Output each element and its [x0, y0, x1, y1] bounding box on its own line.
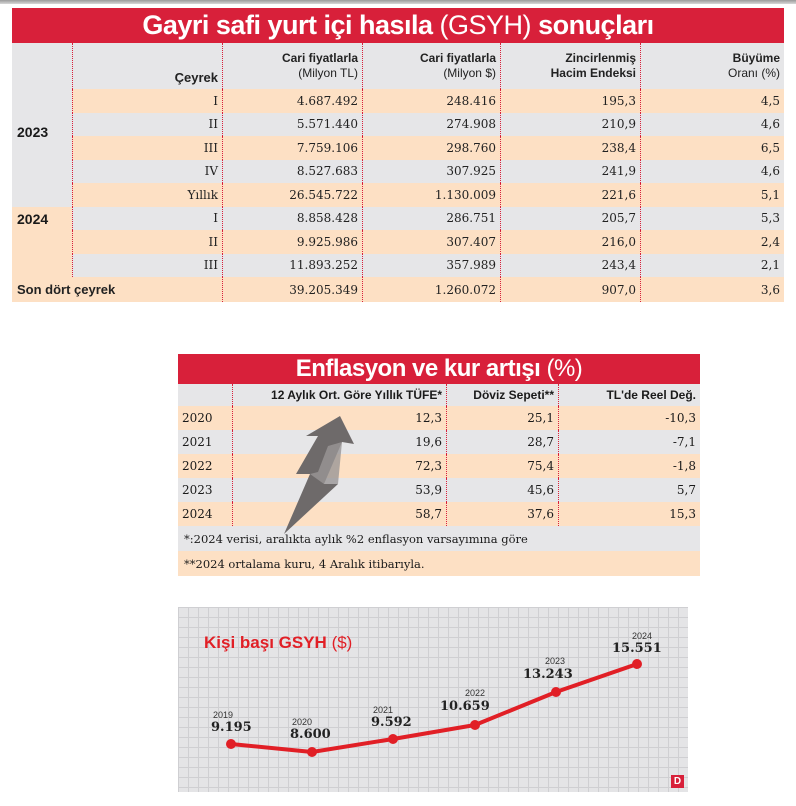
header-reel: TL'de Reel Değ.	[558, 384, 700, 406]
kisi-basi-gsyh-chart	[178, 607, 688, 792]
index-cell: 907,0	[500, 277, 640, 302]
table-row	[12, 160, 784, 184]
point-value-label: 9.592	[371, 715, 412, 730]
index-cell: 238,4	[500, 136, 640, 160]
table-row	[178, 454, 700, 478]
reel-cell: -1,8	[558, 454, 700, 478]
tl-cell: 11.893.252	[222, 254, 362, 278]
header-doviz: Döviz Sepeti**	[446, 384, 558, 406]
usd-cell: 307.925	[362, 160, 500, 184]
chart-title-unit: ($)	[331, 633, 353, 652]
quarter-cell: I	[72, 207, 222, 231]
header-index	[500, 43, 640, 89]
tl-cell: 8.858.428	[222, 207, 362, 231]
gsyh-body	[12, 89, 784, 302]
chart-title-main: Kişi başı GSYH	[204, 633, 327, 652]
header-tl-line1: Cari fiyatlarla	[281, 51, 358, 65]
quarter-cell: Yıllık	[72, 183, 222, 207]
header-growth-line2: Oranı (%)	[727, 66, 780, 80]
usd-cell: 274.908	[362, 113, 500, 137]
enflasyon-header-row	[178, 384, 700, 406]
usd-cell: 1.260.072	[362, 277, 500, 302]
gsyh-title	[12, 8, 784, 43]
enflasyon-title	[178, 354, 700, 384]
growth-cell: 3,6	[640, 277, 784, 302]
tufe-cell: 58,7	[232, 502, 446, 526]
table-row	[12, 207, 784, 231]
data-point-2019	[226, 739, 236, 749]
data-point-2020	[307, 747, 317, 757]
doviz-cell: 25,1	[446, 406, 558, 430]
usd-cell: 286.751	[362, 207, 500, 231]
usd-cell: 248.416	[362, 89, 500, 113]
point-value-label: 10.659	[440, 699, 490, 714]
doviz-cell: 37,6	[446, 502, 558, 526]
quarter-cell: II	[72, 230, 222, 254]
rising-arrow-icon	[266, 416, 366, 534]
reel-cell: 5,7	[558, 478, 700, 502]
header-usd	[362, 43, 500, 89]
data-point-2024	[632, 659, 642, 669]
header-year	[12, 43, 72, 89]
table-row	[12, 183, 784, 207]
gsyh-title-main: Gayri safi yurt içi hasıla	[142, 10, 433, 40]
year-cell	[12, 183, 72, 207]
enflasyon-body	[178, 406, 700, 526]
year-label-2023: 2023	[17, 124, 49, 140]
header-usd-line1: Cari fiyatlarla	[419, 51, 496, 65]
publisher-logo: D	[671, 775, 684, 788]
year-cell: 2023	[182, 483, 213, 497]
year-cell	[12, 230, 72, 254]
usd-cell: 1.130.009	[362, 183, 500, 207]
footnote-2: **2024 ortalama kuru, 4 Aralık itibarıyla.	[178, 551, 700, 576]
tl-cell: 8.527.683	[222, 160, 362, 184]
table-row	[178, 502, 700, 526]
tufe-cell: 19,6	[232, 430, 446, 454]
header-growth-line1: Büyüme	[732, 51, 780, 65]
quarter-cell: III	[72, 136, 222, 160]
footnote-1: *:2024 verisi, aralıkta aylık %2 enflasyon varsayımına göre	[178, 526, 700, 551]
year-cell	[12, 160, 72, 184]
total-row	[12, 277, 784, 302]
growth-cell: 2,4	[640, 230, 784, 254]
tl-cell: 9.925.986	[222, 230, 362, 254]
index-cell: 216,0	[500, 230, 640, 254]
enflasyon-table	[178, 354, 700, 576]
gsyh-header-row	[12, 43, 784, 89]
growth-cell: 4,5	[640, 89, 784, 113]
usd-cell: 298.760	[362, 136, 500, 160]
usd-cell: 307.407	[362, 230, 500, 254]
table-row	[178, 478, 700, 502]
index-cell: 210,9	[500, 113, 640, 137]
reel-cell: -7,1	[558, 430, 700, 454]
index-cell: 221,6	[500, 183, 640, 207]
reel-cell: 15,3	[558, 502, 700, 526]
enflasyon-title-unit: (%)	[546, 355, 583, 382]
tl-cell: 4.687.492	[222, 89, 362, 113]
tl-cell: 26.545.722	[222, 183, 362, 207]
tl-cell: 7.759.106	[222, 136, 362, 160]
data-point-2022	[470, 720, 480, 730]
year-cell: 2020	[182, 411, 213, 425]
growth-cell: 4,6	[640, 113, 784, 137]
doviz-cell: 45,6	[446, 478, 558, 502]
header-tufe: 12 Aylık Ort. Göre Yıllık TÜFE*	[232, 384, 446, 406]
quarter-cell: IV	[72, 160, 222, 184]
tufe-cell: 53,9	[232, 478, 446, 502]
point-year-label: 2023	[545, 656, 566, 666]
year-label-2024: 2024	[17, 211, 49, 227]
quarter-cell: III	[72, 254, 222, 278]
point-value-label: 8.600	[290, 727, 331, 742]
reel-cell: -10,3	[558, 406, 700, 430]
year-cell: 2022	[182, 459, 213, 473]
header-ceyrek: Çeyrek	[72, 43, 222, 89]
quarter-cell: II	[72, 113, 222, 137]
quarter-cell: I	[72, 89, 222, 113]
header-index-line2: Hacim Endeksi	[550, 66, 636, 80]
table-row	[12, 136, 784, 160]
growth-cell: 4,6	[640, 160, 784, 184]
point-year-label: 2021	[373, 705, 394, 715]
point-year-label: 2020	[292, 717, 313, 727]
tufe-cell: 72,3	[232, 454, 446, 478]
header-index-line1: Zincirlenmiş	[565, 51, 636, 65]
point-value-label: 13.243	[523, 667, 573, 682]
year-cell: 2021	[182, 435, 213, 449]
tl-cell: 39.205.349	[222, 277, 362, 302]
point-value-label: 15.551	[612, 641, 662, 656]
doviz-cell: 28,7	[446, 430, 558, 454]
gsyh-title-abbr: (GSYH)	[439, 10, 532, 40]
growth-cell: 5,3	[640, 207, 784, 231]
table-row	[12, 113, 784, 137]
data-point-2023	[551, 687, 561, 697]
growth-cell: 5,1	[640, 183, 784, 207]
table-row	[178, 430, 700, 454]
year-cell: 2024	[182, 507, 213, 521]
header-growth	[640, 43, 784, 89]
point-year-label: 2019	[213, 710, 234, 720]
line-series	[178, 607, 688, 792]
index-cell: 243,4	[500, 254, 640, 278]
year-cell	[12, 254, 72, 278]
point-year-label: 2024	[632, 631, 653, 641]
point-year-label: 2022	[465, 688, 486, 698]
table-row	[12, 89, 784, 113]
table-row	[178, 406, 700, 430]
year-cell	[12, 89, 72, 113]
enflasyon-title-main: Enflasyon ve kur artışı	[295, 355, 541, 382]
header-year	[178, 384, 232, 406]
gsyh-table	[12, 8, 784, 302]
table-row	[12, 230, 784, 254]
point-value-label: 9.195	[211, 720, 252, 735]
top-rule	[0, 0, 796, 4]
growth-cell: 6,5	[640, 136, 784, 160]
index-cell: 241,9	[500, 160, 640, 184]
usd-cell: 357.989	[362, 254, 500, 278]
growth-cell: 2,1	[640, 254, 784, 278]
gsyh-title-tail: sonuçları	[538, 10, 654, 40]
tl-cell: 5.571.440	[222, 113, 362, 137]
data-point-2021	[388, 734, 398, 744]
header-tl-line2: (Milyon TL)	[298, 66, 358, 80]
table-row	[12, 254, 784, 278]
total-label: Son dört çeyrek	[17, 282, 116, 297]
index-cell: 205,7	[500, 207, 640, 231]
tufe-cell: 12,3	[232, 406, 446, 430]
header-tl	[222, 43, 362, 89]
header-usd-line2: (Milyon $)	[443, 66, 496, 80]
index-cell: 195,3	[500, 89, 640, 113]
doviz-cell: 75,4	[446, 454, 558, 478]
